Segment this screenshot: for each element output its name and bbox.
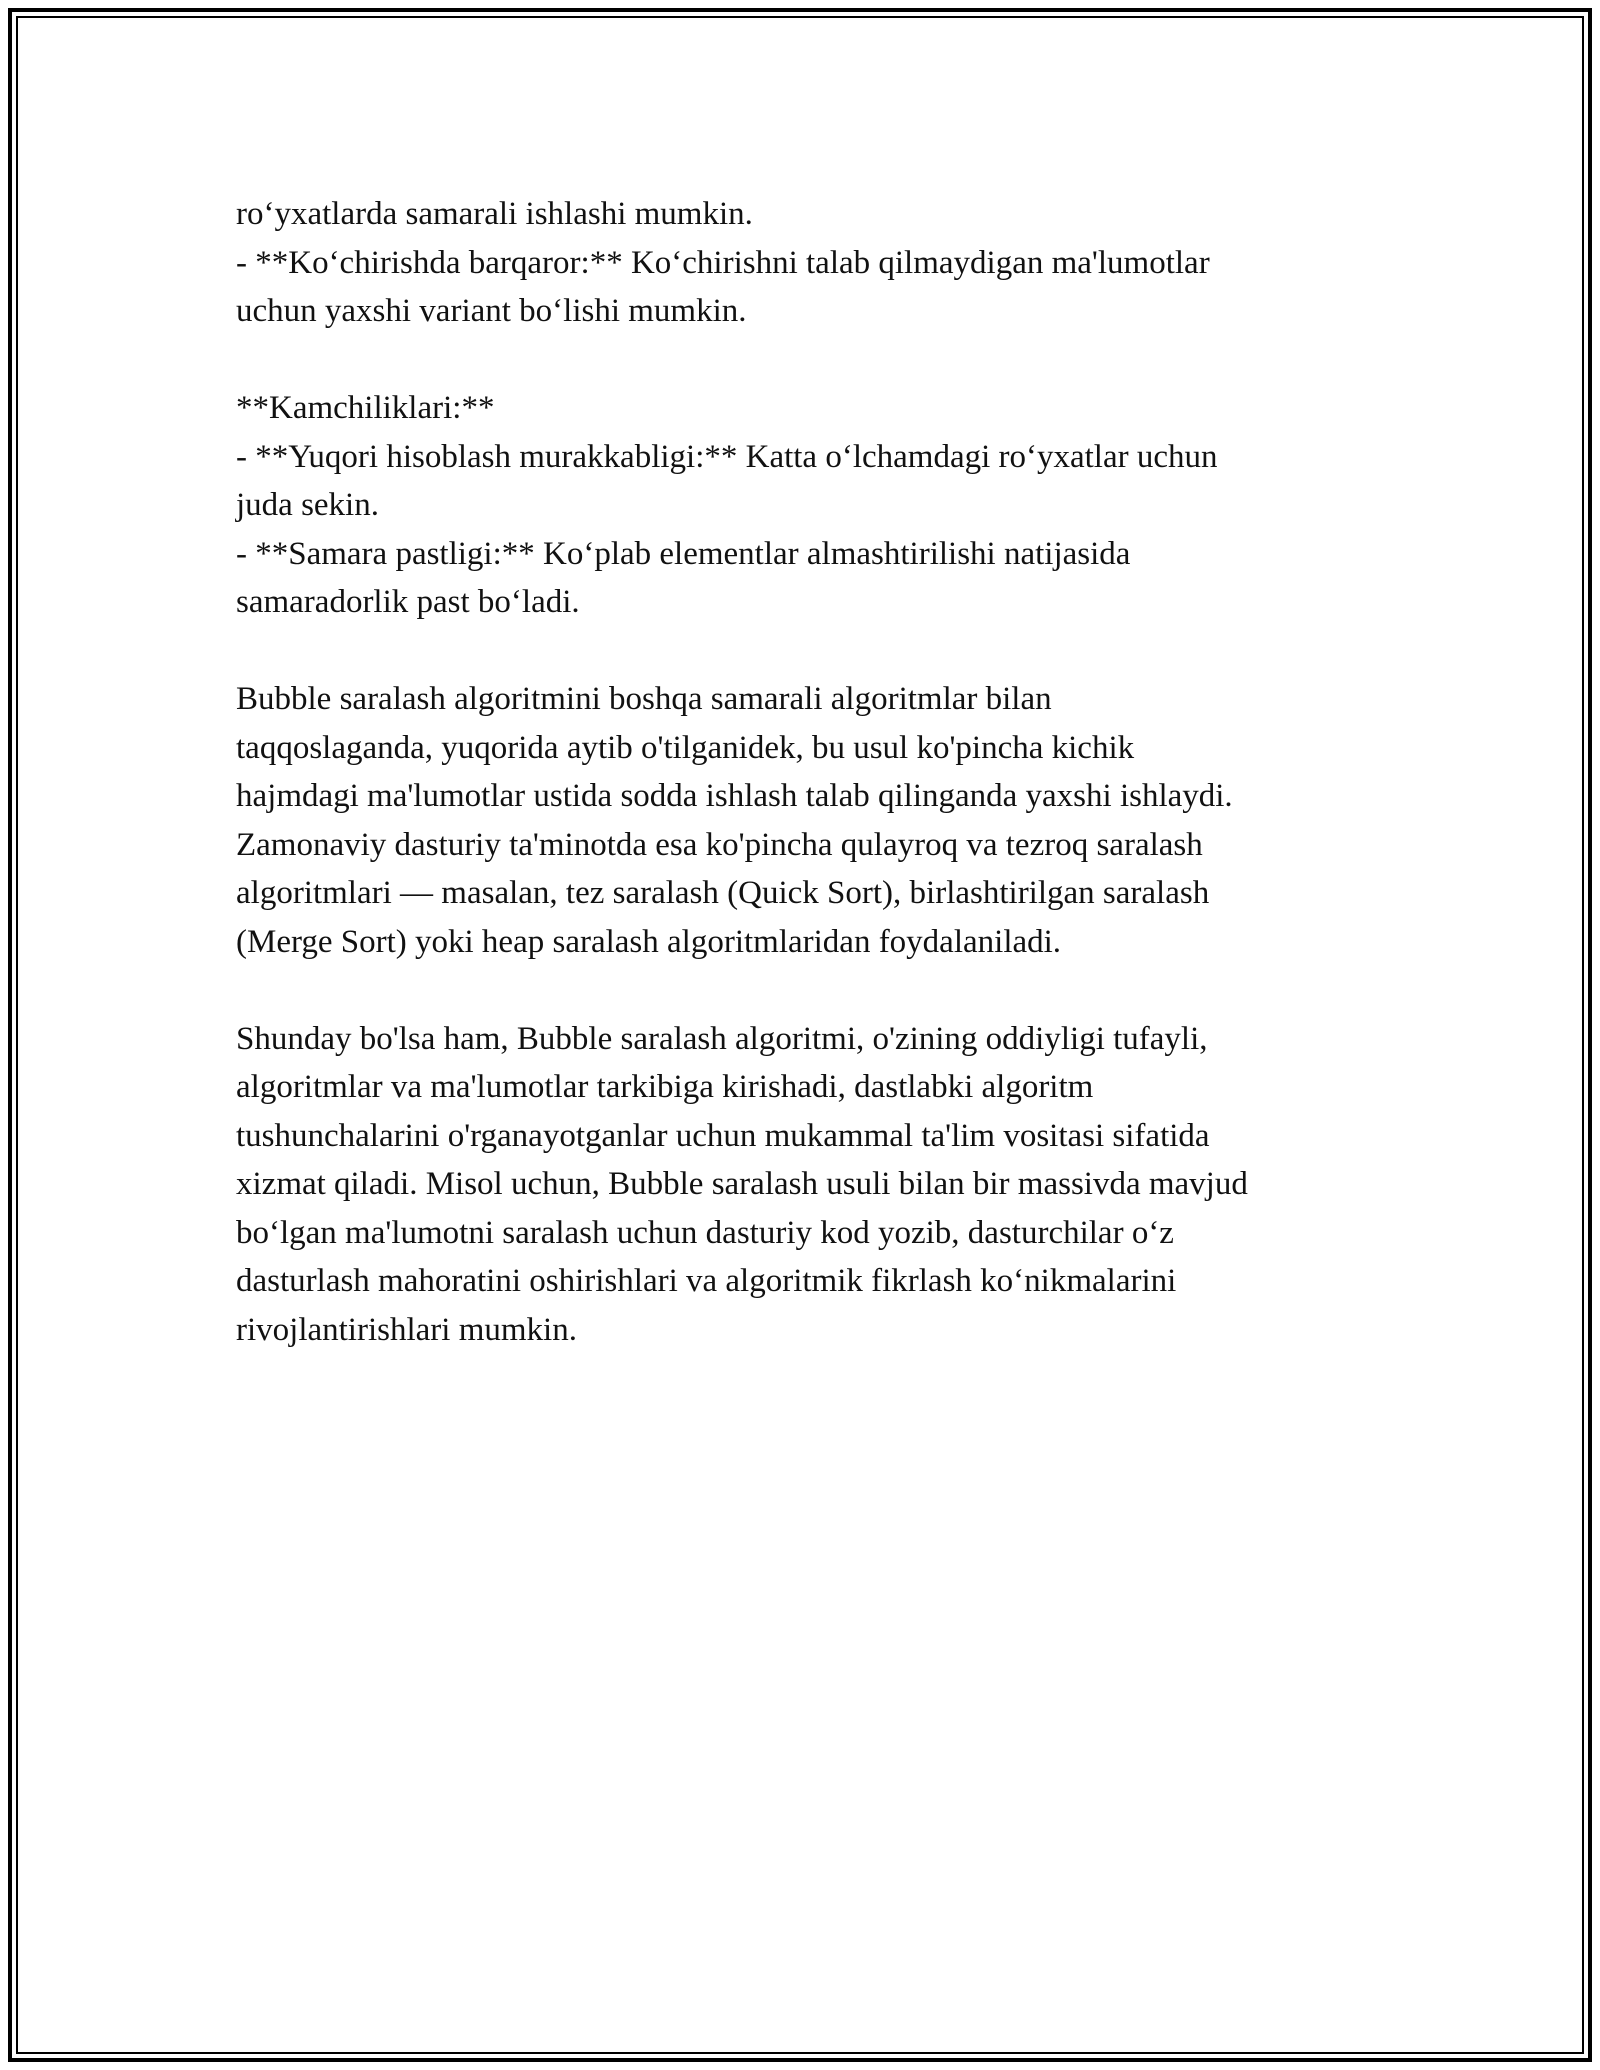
text-line: juda sekin. [236, 487, 379, 523]
text-line: samaradorlik past bo‘ladi. [236, 584, 580, 620]
paragraph-gap [236, 627, 1376, 676]
text-line: ro‘yxatlarda samarali ishlashi mumkin. [236, 196, 753, 232]
paragraph-conclusion [236, 1015, 1376, 1355]
text-line: bo‘lgan ma'lumotni saralash uchun dasturiy kod yozib, dasturchilar o‘z [236, 1214, 1174, 1251]
text-line: algoritmlari — masalan, tez saralash (Quick Sort), birlashtirilgan saralash [236, 875, 1210, 911]
text-line: algoritmlar va ma'lumotlar tarkibiga kirishadi, dastlabki algoritm [236, 1069, 1094, 1105]
text-line: rivojlantirishlari mumkin. [236, 1311, 577, 1348]
text-line: dasturlash mahoratini oshirishlari va algoritmik fikrlash ko‘nikmalarini [236, 1263, 1177, 1299]
text-line: - **Yuqori hisoblash murakkabligi:** Katta o‘lchamdagi ro‘yxatlar uchun [236, 438, 1218, 475]
paragraph-gap [236, 336, 1376, 385]
text-line: Zamonaviy dasturiy ta'minotda esa ko'pincha qulayroq va tezroq saralash [236, 826, 1203, 863]
text-line: tushunchalarini o'rganayotganlar uchun mukammal ta'lim vositasi sifatida [236, 1117, 1210, 1154]
text-line: Shunday bo'lsa ham, Bubble saralash algoritmi, o'zining oddiyligi tufayli, [236, 1020, 1208, 1057]
text-line: xizmat qiladi. Misol uchun, Bubble saralash usuli bilan bir massivda mavjud [236, 1166, 1248, 1202]
document-body [236, 190, 1376, 1354]
section-heading: **Kamchiliklari:** [236, 390, 495, 426]
text-line: - **Samara pastligi:** Ko‘plab elementlar almashtirilishi natijasida [236, 535, 1131, 572]
paragraph-gap [236, 966, 1376, 1015]
paragraph-disadvantages [236, 384, 1376, 627]
text-line: Bubble saralash algoritmini boshqa samarali algoritmlar bilan [236, 681, 1052, 717]
text-line: uchun yaxshi variant bo‘lishi mumkin. [236, 293, 747, 329]
text-line: hajmdagi ma'lumotlar ustida sodda ishlash talab qilinganda yaxshi ishlaydi. [236, 778, 1233, 814]
text-line: taqqoslaganda, yuqorida aytib o'tilganidek, bu usul ko'pincha kichik [236, 729, 1135, 766]
text-line: (Merge Sort) yoki heap saralash algoritmlaridan foydalaniladi. [236, 923, 1062, 960]
paragraph-advantages-continued [236, 190, 1376, 336]
text-line: - **Ko‘chirishda barqaror:** Ko‘chirishni talab qilmaydigan ma'lumotlar [236, 244, 1210, 281]
paragraph-comparison [236, 675, 1376, 966]
